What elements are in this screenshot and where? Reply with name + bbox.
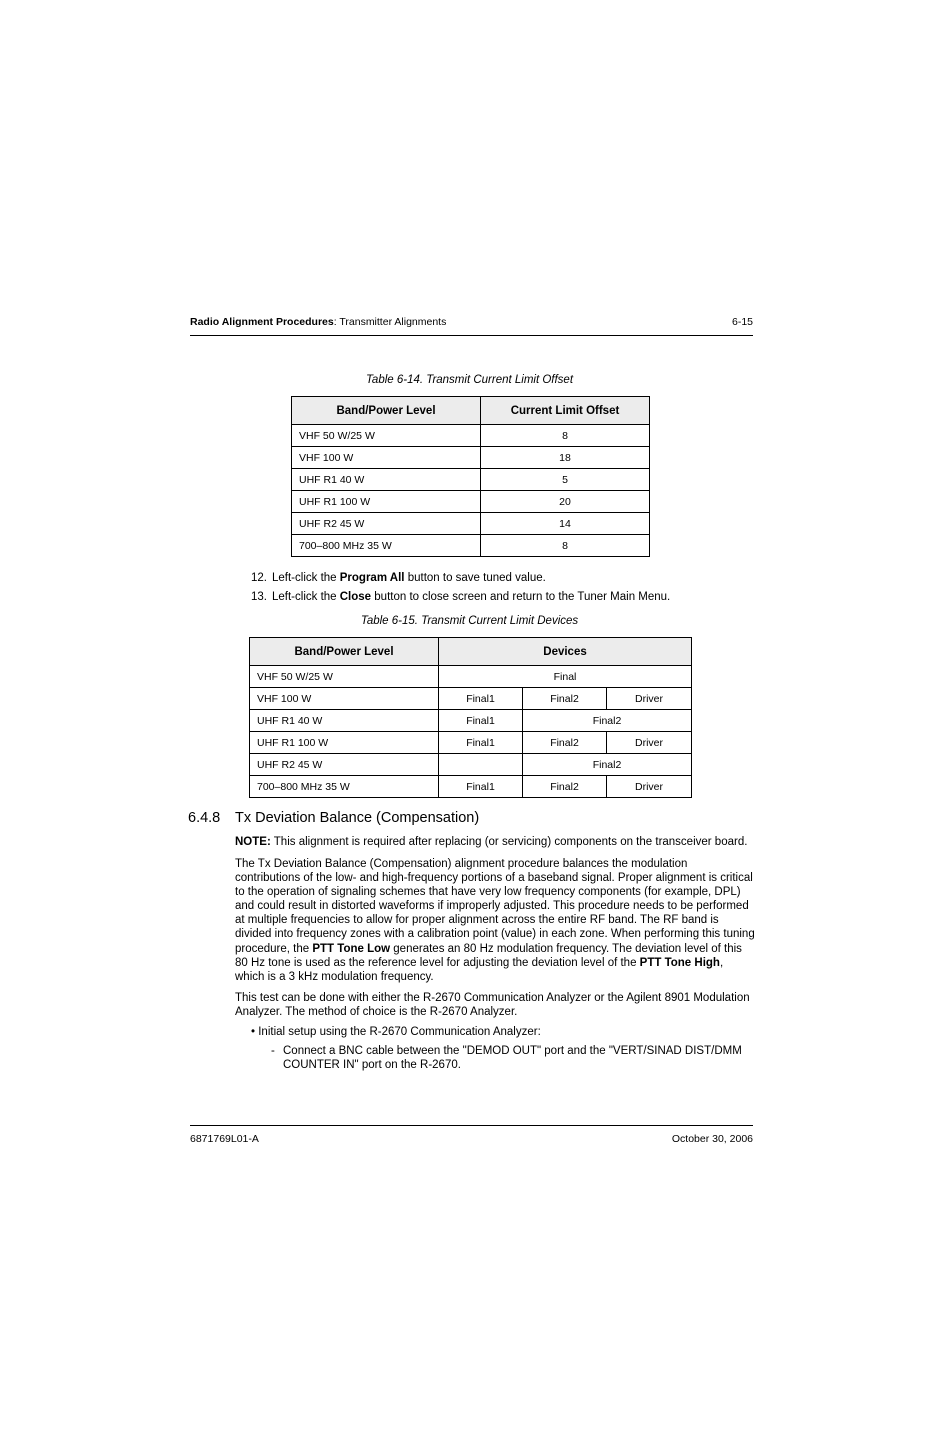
table-row [250,754,692,776]
table15-cell: UHF R2 45 W [250,754,439,776]
table-row [250,710,692,732]
step-item [251,569,670,588]
table14-header-band: Band/Power Level [292,397,481,425]
page-number: 6-15 [731,316,753,328]
step-bold: Program All [339,572,405,584]
table14-cell: VHF 100 W [292,447,481,469]
header-section-rest: : Transmitter Alignments [333,316,447,328]
table15-cell: Final2 [523,710,692,732]
table15-cell [439,754,523,776]
section-heading [188,810,479,826]
step-item [251,588,670,607]
table14-cell: 8 [481,425,650,447]
table-row [250,732,692,754]
table14-cell: UHF R1 40 W [292,469,481,491]
table15-cell: VHF 50 W/25 W [250,666,439,688]
table15-cell: Driver [607,688,692,710]
table15-header-devices: Devices [439,638,692,666]
table-row [292,447,650,469]
table14 [291,396,650,557]
note-label: NOTE: [235,836,271,848]
paragraph-1 [235,857,755,984]
table14-cell: 8 [481,535,650,557]
table15-header-band: Band/Power Level [250,638,439,666]
table14-header-offset: Current Limit Offset [481,397,650,425]
table-row [292,535,650,557]
para1-text: , which is a 3 kHz modulation frequency. [235,956,724,983]
page-footer [190,1133,753,1145]
table15-cell: Final1 [439,732,523,754]
table14-cell: 14 [481,513,650,535]
step-text: button to close screen and return to the Tuner Main Menu. [371,590,671,603]
para1-bold: PTT Tone Low [312,942,391,955]
table-row [250,688,692,710]
table15-cell: Final2 [523,688,607,710]
table15-cell: Final [439,666,692,688]
header-rule [190,335,753,336]
table15-cell: Final1 [439,688,523,710]
step-number: 13. [251,590,267,603]
dash-icon: - [271,1045,275,1057]
table15-caption: Table 6-15. Transmit Current Limit Devices [360,615,579,627]
table14-cell: 700–800 MHz 35 W [292,535,481,557]
step-text: button to save tuned value. [404,572,546,584]
subbullet-item [271,1044,753,1072]
bullet-icon: • [251,1026,256,1038]
header-section-bold: Radio Alignment Procedures [190,316,334,328]
table15-cell: VHF 100 W [250,688,439,710]
table-row [292,425,650,447]
table-row [250,776,692,798]
section-title: Tx Deviation Balance (Compensation) [235,810,480,826]
steps-list [251,569,670,606]
table15-cell: UHF R1 100 W [250,732,439,754]
bullet-text: Initial setup using the R-2670 Communication Analyzer: [258,1026,541,1038]
step-text: Left-click the [272,590,340,603]
table15-cell: Final2 [523,776,607,798]
table15-cell: Final2 [523,732,607,754]
doc-number: 6871769L01-A [190,1133,259,1145]
table14-caption: Table 6-14. Transmit Current Limit Offset [365,374,574,386]
para2-text: This test can be done with either the R-2670 Communication Analyzer or the Agilent 8901 Modulation Analyzer. The method of choice is the R-2670 Analyzer. [235,992,750,1019]
table14-cell: VHF 50 W/25 W [292,425,481,447]
table-row [292,513,650,535]
table14-cell: 18 [481,447,650,469]
table-row [292,491,650,513]
paragraph-2 [235,991,755,1019]
table15-cell: Final1 [439,776,523,798]
table-row [250,666,692,688]
table15-cell: Final1 [439,710,523,732]
table14-cell: 20 [481,491,650,513]
subbullet-text: Connect a BNC cable between the "DEMOD OUT" port and the "VERT/SINAD DIST/DMM COUNTER IN" port on the R-2670. [283,1045,742,1072]
footer-date: October 30, 2006 [671,1133,753,1145]
footer-rule [190,1125,753,1126]
table15 [249,637,692,798]
table15-header-row [250,638,692,666]
note [235,835,755,849]
note-text: This alignment is required after replacing (or servicing) components on the transceiver board. [270,836,748,848]
bullet-item [251,1025,751,1039]
table15-cell: Driver [607,732,692,754]
table15-cell: UHF R1 40 W [250,710,439,732]
table15-cell: Final2 [523,754,692,776]
table-row [292,469,650,491]
table14-cell: UHF R1 100 W [292,491,481,513]
step-text: Left-click the [272,572,340,584]
table14-cell: 5 [481,469,650,491]
page-header [190,316,753,328]
table14-header-row [292,397,650,425]
table15-cell: 700–800 MHz 35 W [250,776,439,798]
para1-bold: PTT Tone High [639,956,720,969]
para1-text: The Tx Deviation Balance (Compensation) alignment procedure balances the modulation contributions of the low- and high-frequency portions of a baseband signal. Proper alignment is critical to the operation of signaling schemes that have very low frequency components (for example, DPL) and could result in distorted waveforms if improperly adjusted. This procedure needs to be performed at multiple frequencies to allow for proper alignment across the entire RF band. The RF band is divided into frequency zones with a calibration point (value) in each zone. When performing this tuning procedure, the [235,858,755,955]
para1-text: generates an 80 Hz modulation frequency. The deviation level of this 80 Hz tone is used as the reference level for adjusting the deviation level of the [235,942,742,969]
section-number: 6.4.8 [188,810,221,826]
step-bold: Close [339,590,372,603]
step-number: 12. [251,572,267,584]
table14-cell: UHF R2 45 W [292,513,481,535]
table15-cell: Driver [607,776,692,798]
